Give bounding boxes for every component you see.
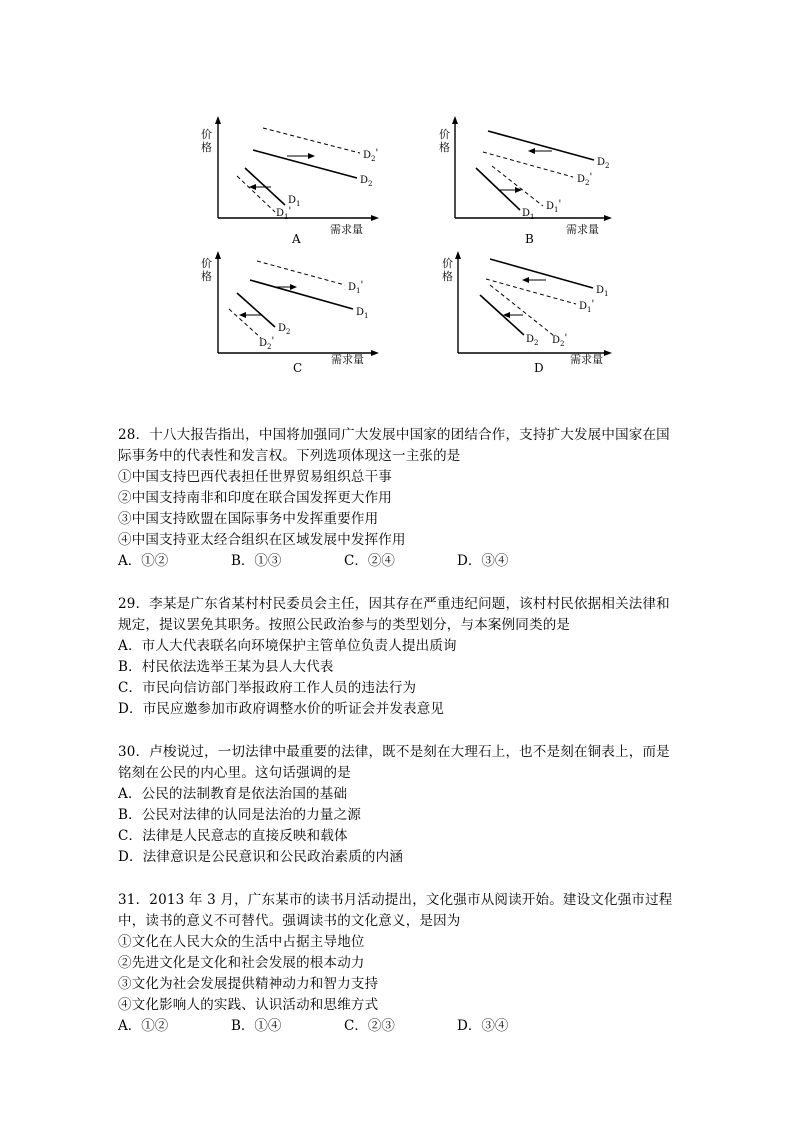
x-axis-arrowhead [604, 215, 612, 221]
question-stem-line: 规定，提议罢免其职务。按照公民政治参与的类型划分，与本案例同类的是 [118, 617, 571, 633]
label-d2-prime: $D_2'$ [552, 333, 568, 348]
answer-option-c: C．②④ [344, 553, 395, 569]
statement-3: ③文化为社会发展提供精神动力和智力支持 [118, 976, 379, 992]
question-stem-line: 30．卢梭说过，一切法律中最重要的法律，既不是刻在大理石上，也不是刻在铜表上，而是 [118, 744, 670, 760]
demand-curve-d2 [488, 131, 594, 160]
x-axis-label: 需求量 [566, 223, 599, 236]
shift-arrow-right [287, 153, 315, 159]
answer-option-b: B．①④ [231, 1018, 282, 1034]
answer-option-d: D．③④ [457, 553, 509, 569]
statement-3: ③中国支持欧盟在国际事务中发挥重要作用 [118, 511, 379, 527]
answer-option-a: A．①② [118, 1018, 169, 1034]
label-d2: $D_2$ [360, 175, 373, 188]
label-d1-prime: $D_1'$ [579, 299, 595, 314]
x-axis-label: 需求量 [331, 353, 364, 366]
graph-tag: C [293, 361, 303, 375]
graph-a [195, 108, 395, 248]
answer-option-d: D．市民应邀参加市政府调整水价的听证会并发表意见 [118, 701, 445, 717]
y-label-char-2: 格 [442, 270, 453, 283]
answer-options [118, 1016, 688, 1037]
question-stem-line: 29．李某是广东省某村村民委员会主任，因其存在严重违纪问题，该村村民依据相关法律和 [118, 596, 670, 612]
demand-curve-d1-prime [237, 176, 275, 212]
answer-option-d: D．③④ [457, 1018, 509, 1034]
demand-curve-d2-prime [483, 152, 573, 177]
y-axis-arrowhead [215, 251, 221, 259]
label-d2-prime: $D_2'$ [577, 172, 593, 187]
statement-1: ①中国支持巴西代表担任世界贸易组织总干事 [118, 469, 392, 485]
label-d1: $D_1$ [288, 195, 301, 208]
label-d2-prime: $D_2'$ [363, 148, 379, 163]
statement-4: ④中国支持亚太经合组织在区域发展中发挥作用 [118, 532, 406, 548]
demand-curve-d1 [476, 168, 520, 210]
x-axis-arrowhead [371, 350, 379, 356]
statement-1: ①文化在人民大众的生活中占据主导地位 [118, 934, 365, 950]
y-label-char-1: 价 [201, 128, 212, 141]
shift-arrow-left [528, 148, 552, 154]
question-30 [118, 742, 688, 868]
label-d1-prime: $D_1'$ [546, 199, 562, 214]
graph-b [428, 108, 628, 248]
label-d2: $D_2$ [278, 323, 291, 336]
y-label-char-2: 格 [439, 141, 450, 154]
answer-option-b: B．①③ [231, 553, 282, 569]
shift-arrow-left-lower [503, 312, 523, 318]
label-d2: $D_2$ [597, 157, 610, 170]
graph-d [428, 245, 628, 385]
answer-option-a: A．①② [118, 553, 169, 569]
demand-curve-d1-prime [257, 261, 345, 285]
y-label-char-2: 格 [201, 270, 212, 283]
answer-option-a: A．市人大代表联名向环境保护主管单位负责人提出质询 [118, 638, 457, 654]
label-d1-prime: $D_1'$ [276, 206, 292, 221]
demand-curve-d1 [250, 280, 353, 309]
graph-tag: D [534, 361, 544, 375]
y-label-char-1: 价 [442, 257, 453, 270]
label-d1: $D_1$ [596, 285, 609, 298]
y-label-char-1: 价 [439, 128, 450, 141]
y-axis-arrowhead [215, 116, 221, 124]
answer-option-d: D．法律意识是公民意识和公民政治素质的内涵 [118, 849, 404, 865]
graph-c [195, 245, 395, 385]
demand-curve-d1 [490, 259, 593, 288]
answer-option-c: C．②③ [344, 1018, 395, 1034]
question-28 [118, 425, 688, 572]
y-axis-label [201, 257, 212, 283]
graph-tag: A [292, 232, 301, 246]
y-label-char-2: 格 [201, 141, 212, 154]
shift-arrow-left [522, 277, 546, 283]
x-axis-arrowhead [604, 350, 612, 356]
statement-4: ④文化影响人的实践、认识活动和思维方式 [118, 997, 379, 1013]
y-axis-arrowhead [455, 251, 461, 259]
x-axis-label: 需求量 [570, 353, 603, 366]
question-stem-line: 中，读书的意义不可替代。强调读书的文化意义，是因为 [118, 913, 461, 929]
question-stem-line: 28．十八大报告指出，中国将加强同广大发展中国家的团结合作，支持扩大发展中国家在国 [118, 427, 670, 443]
x-axis-label: 需求量 [330, 223, 363, 236]
answer-option-b: B．公民对法律的认同是法治的力量之源 [118, 807, 362, 823]
question-29 [118, 594, 688, 720]
y-axis-label [442, 257, 453, 283]
demand-curve-d1-prime [486, 279, 576, 304]
statement-2: ②先进文化是文化和社会发展的根本动力 [118, 955, 365, 971]
question-list [118, 425, 688, 1059]
demand-curve-d2-prime [490, 285, 553, 335]
answer-option-c: C．法律是人民意志的直接反映和载体 [118, 828, 348, 844]
answer-option-c: C．市民向信访部门举报政府工作人员的违法行为 [118, 680, 417, 696]
label-d1: $D_1$ [522, 208, 535, 221]
question-31 [118, 890, 688, 1037]
y-axis-arrowhead [452, 116, 458, 124]
demand-curve-d2 [253, 150, 357, 178]
y-axis-label [439, 128, 450, 154]
question-stem-line: 际事务中的代表性和发言权。下列选项体现这一主张的是 [118, 448, 461, 464]
demand-curve-d2-prime [263, 128, 360, 153]
answer-option-a: A．公民的法制教育是依法治国的基础 [118, 786, 348, 802]
label-d1-prime: $D_1'$ [348, 280, 364, 295]
answer-options [118, 551, 688, 572]
demand-curve-d1-prime [492, 166, 543, 206]
y-axis-label [201, 128, 212, 154]
graph-tag: B [525, 232, 534, 246]
label-d1: $D_1$ [356, 307, 369, 320]
demand-curve-d2 [237, 293, 275, 327]
question-stem-line: 31．2013 年 3 月，广东某市的读书月活动提出，文化强市从阅读开始。建设文化强市过程 [118, 892, 673, 908]
y-label-char-1: 价 [201, 257, 212, 270]
x-axis-arrowhead [371, 215, 379, 221]
label-d2: $D_2$ [526, 334, 539, 347]
answer-option-b: B．村民依法选举王某为县人大代表 [118, 659, 334, 675]
statement-2: ②中国支持南非和印度在联合国发挥更大作用 [118, 490, 392, 506]
question-stem-line: 铭刻在公民的内心里。这句话强调的是 [118, 765, 351, 781]
label-d2-prime: $D_2'$ [259, 336, 275, 351]
shift-arrow-left [239, 312, 261, 318]
